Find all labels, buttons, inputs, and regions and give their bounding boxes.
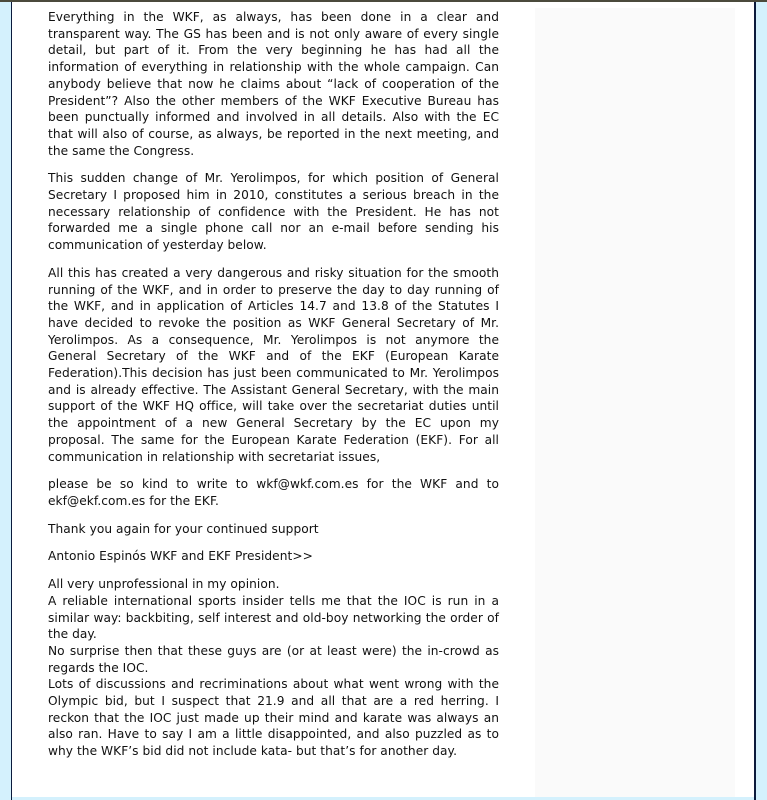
quoted-signature: Antonio Espinós WKF and EKF President>> [48,549,313,564]
blog-page [12,2,754,797]
clipped-next-paragraph [48,771,499,781]
article-body [48,9,499,781]
comment-line: Lots of discussions and recriminations about what went wrong with the Olympic bid, but I suspect that 21.9 and all that are a red herring. I reckon that the IOC just made up their mind and karate was always an also ran. Have to say I am a little disappointed, and also puzzled as to why the WKF’s bid did not include kata- but that’s for another day. [48,677,499,759]
quoted-paragraph: All this has created a very dangerous and risky situation for the smooth running of the WKF, and in order to preserve the day to day running of the WKF, and in application of Articles 14.7 and 13.8 of the Statutes I have decided to revoke the position as WKF General Secretary of Mr. Yerolimpos. As a consequence, Mr. Yerolimpos is not anymore the General Secretary of the WKF and of the EKF (European Karate Federation).This decision has just been communicated to Mr. Yerolimpos and is already effective. The Assistant General Secretary, with the main support of the WKF HQ office, will take over the secretariat duties until the appointment of a new General Secretary by the EC upon my proposal. The same for the European Karate Federation (EKF). For all communication in relationship with secretariat issues, [48,265,499,464]
comment-line: No surprise then that these guys are (or at least were) the in-crowd as regards the IOC. [48,643,499,675]
left-background-strip [0,2,11,800]
comment-line: All very unprofessional in my opinion. [48,577,280,592]
quoted-thanks: Thank you again for your continued support [48,521,319,536]
quoted-paragraph-contact: please be so kind to write to wkf@wkf.com.es for the WKF and to ekf@ekf.com.es for the EKF. [48,477,499,508]
right-background-strip [756,2,767,800]
quoted-paragraph: Everything in the WKF, as always, has been done in a clear and transparent way. The GS has been and is not only aware of every single detail, but part of it. From the very beginning he has had all the information of everything in relationship with the whole campaign. Can anybody believe that now he claims about “lack of cooperation of the President”? Also the other members of the WKF Executive Bureau has been punctually informed and involved in all details. Also with the EC that will also of course, as always, be reported in the next meeting, and the same the Congress. [48,10,499,158]
quoted-paragraph: This sudden change of Mr. Yerolimpos, for which position of General Secretary I proposed him in 2010, constitutes a serious breach in the necessary relationship of confidence with the President. He has not forwarded me a single phone call nor an e-mail before sending his communication of yesterday below. [48,171,499,253]
sidebar-panel [535,8,735,797]
comment-line: A reliable international sports insider tells me that the IOC is run in a similar way: backbiting, self interest and old-boy networking the order of the day. [48,593,499,642]
